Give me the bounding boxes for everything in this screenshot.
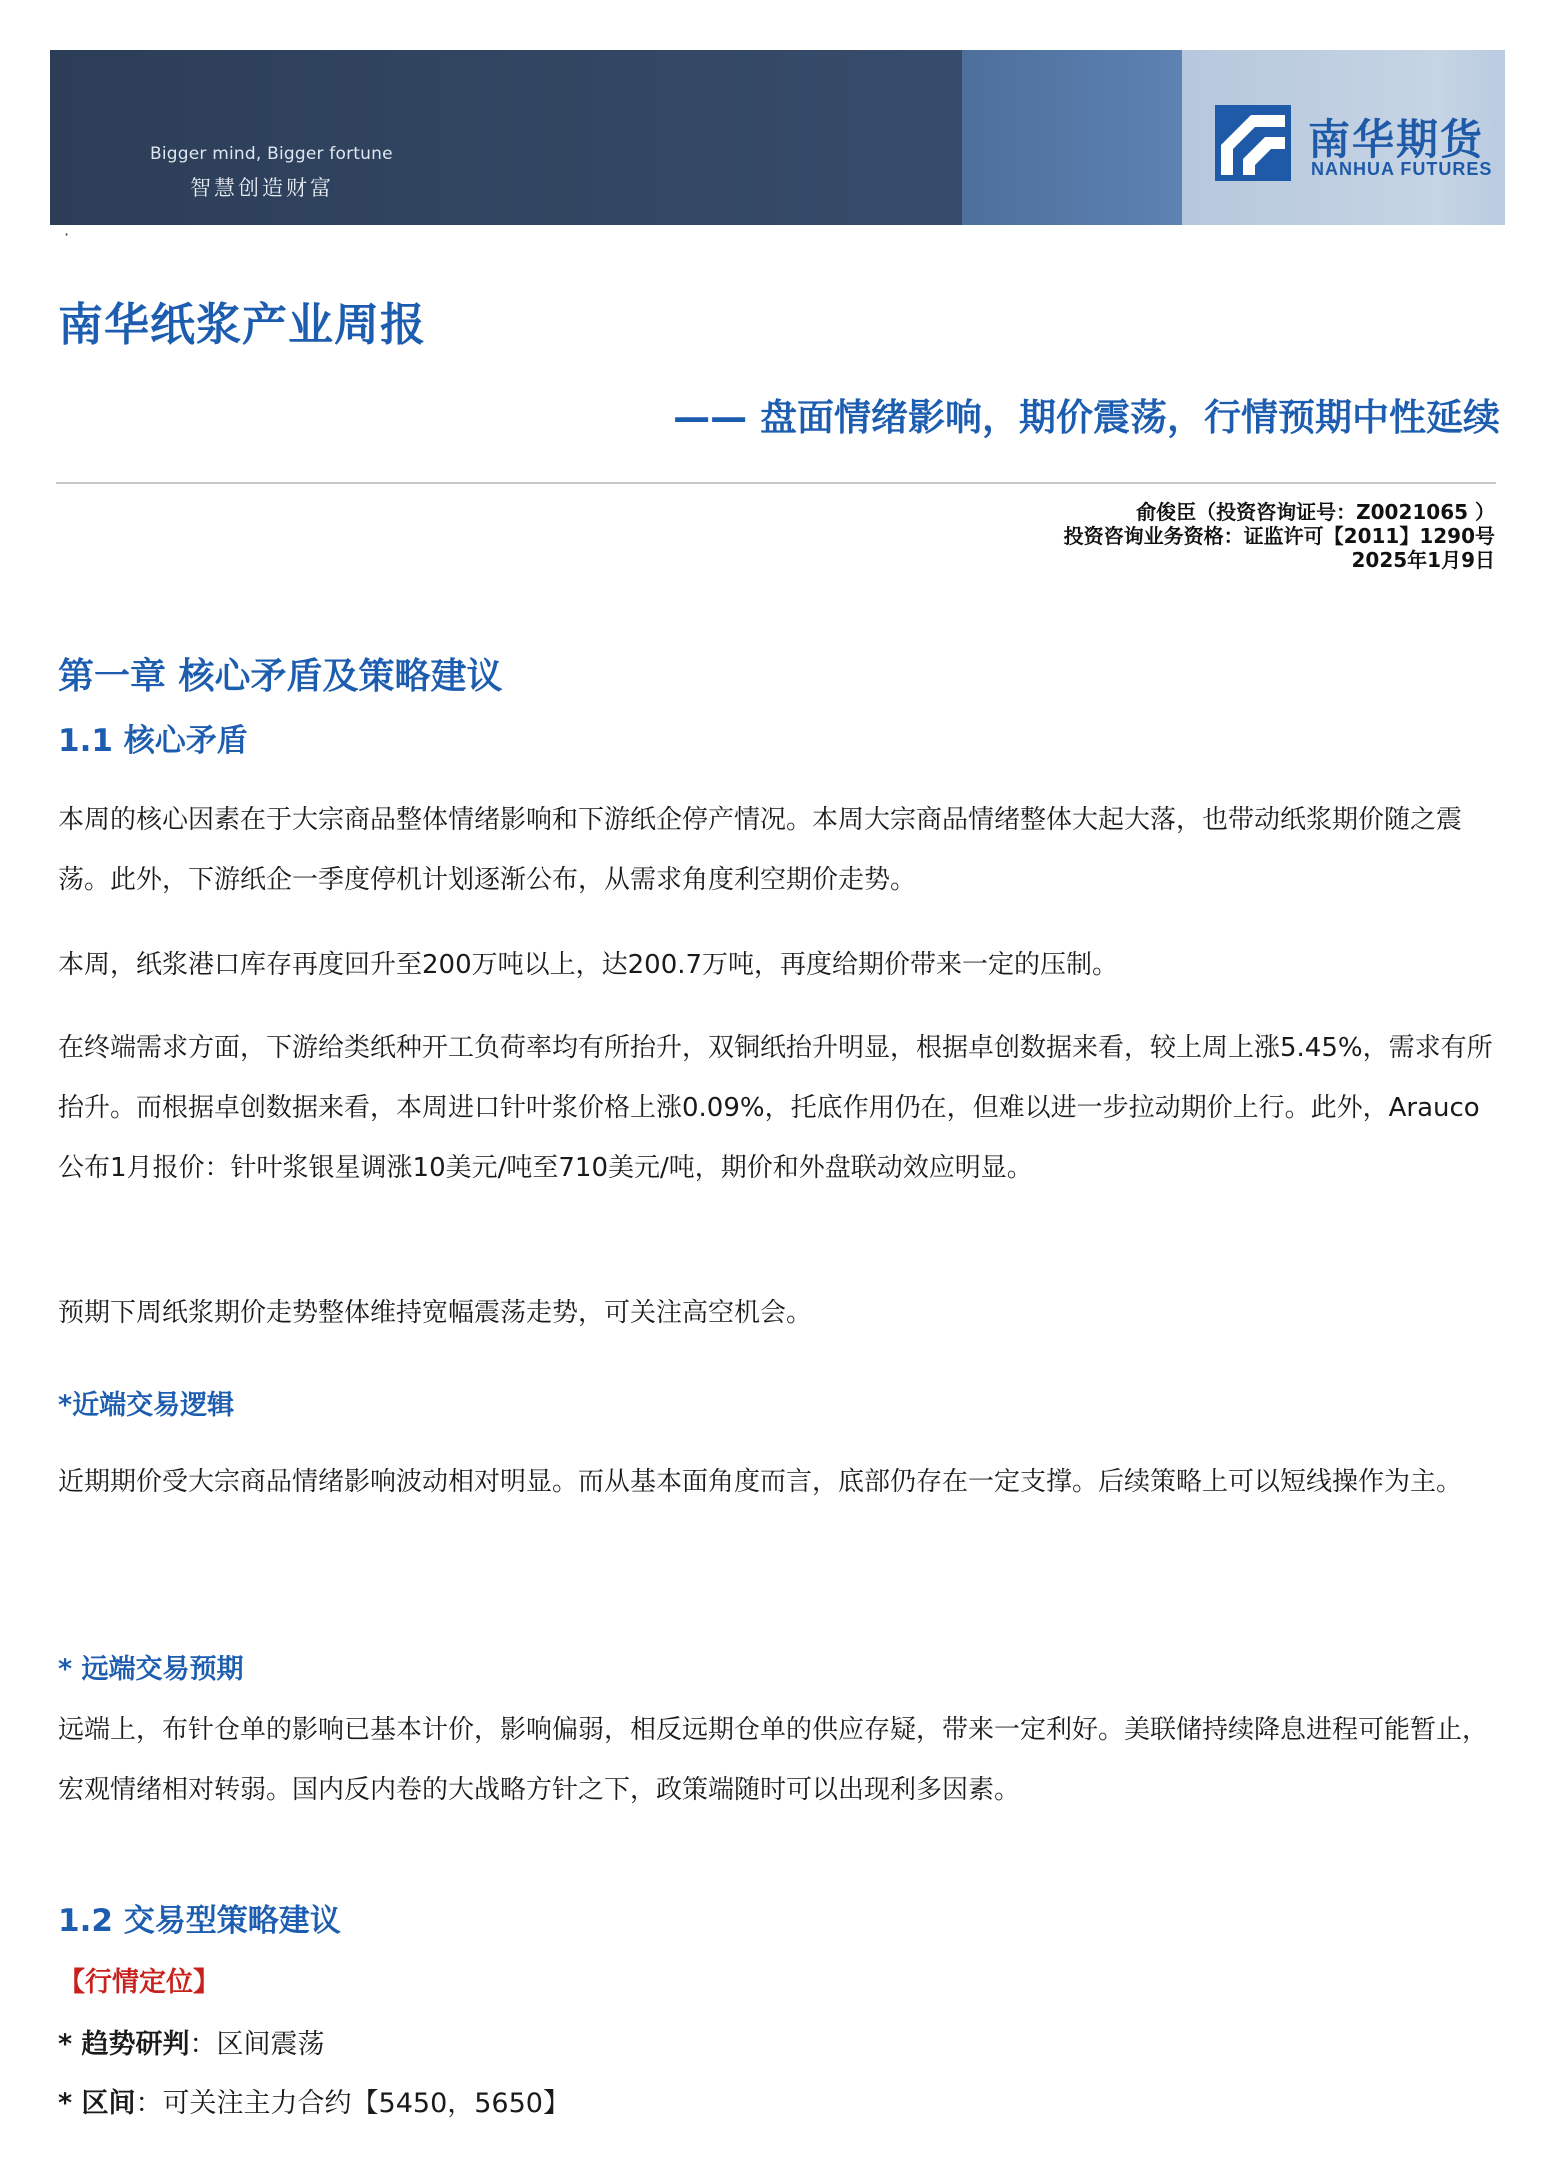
header-banner [50,50,1505,225]
range-value: ：可关注主力合约【5450，5650】 [135,2088,570,2119]
section-title-1-2: 1.2 交易型策略建议 [58,1903,341,1939]
section-title-1-1: 1.1 核心矛盾 [58,723,248,759]
report-title: 南华纸浆产业周报 [58,298,427,351]
paragraph-1: 本周的核心因素在于大宗商品整体情绪影响和下游纸企停产情况。本周大宗商品情绪整体大起大落，也带动纸浆期价随之震荡。此外，下游纸企一季度停机计划逐渐公布，从需求角度利空期价走势。 [58,805,1463,895]
slogan-chinese: 智慧创造财富 [190,176,334,200]
logo-text-chinese: 南华期货 [1308,115,1485,164]
market-position-tag: 【行情定位】 [58,1967,220,1998]
report-subtitle: —— 盘面情绪影响，期价震荡，行情预期中性延续 [673,396,1500,439]
trend-value: ：区间震荡 [189,2029,325,2060]
nanhua-logo-icon [1215,105,1291,181]
slogan-english: Bigger mind, Bigger fortune [150,144,393,164]
near-term-text: 近期期价受大宗商品情绪影响波动相对明显。而从基本面角度而言，底部仍存在一定支撑。后续策略上可以短线操作为主。 [58,1467,1463,1497]
report-meta [1064,500,1495,572]
qualification-line: 投资咨询业务资格：证监许可【2011】1290号 [1063,524,1495,548]
author-line: 俞俊臣（投资咨询证号：Z0021065 ） [1136,500,1495,524]
range-label: * 区间 [58,2088,136,2119]
dot-mark: · [64,225,70,244]
near-term-heading: *近端交易逻辑 [58,1390,235,1421]
far-term-heading: * 远端交易预期 [58,1654,244,1685]
trend-label: * 趋势研判 [58,2029,190,2060]
logo-text-english: NANHUA FUTURES [1311,159,1493,179]
chapter-title: 第一章 核心矛盾及策略建议 [58,656,503,697]
range-item [58,2081,570,2120]
banner-mid-band [962,50,1182,225]
paragraph-2: 本周，纸浆港口库存再度回升至200万吨以上，达200.7万吨，再度给期价带来一定的压制。 [58,950,1119,980]
divider [56,482,1496,484]
trend-item [58,2022,325,2061]
paragraph-3: 在终端需求方面，下游给类纸种开工负荷率均有所抬升，双铜纸抬升明显，根据卓创数据来看，较上周上涨5.45%，需求有所抬升。而根据卓创数据来看，本周进口针叶浆价格上涨0.09%，托底作用仍在，但难以进一步拉动期价上行。此外，Arauco公布1月报价：针叶浆银星调涨10美元/吨至710美元/吨，期价和外盘联动效应明显。 [58,1033,1493,1183]
date-line: 2025年1月9日 [1351,548,1495,572]
paragraph-4: 预期下周纸浆期价走势整体维持宽幅震荡走势，可关注高空机会。 [58,1298,813,1328]
far-term-text: 远端上，布针仓单的影响已基本计价，影响偏弱，相反远期仓单的供应存疑，带来一定利好。美联储持续降息进程可能暂止，宏观情绪相对转弱。国内反内卷的大战略方针之下，政策端随时可以出现利多因素。 [58,1715,1489,1805]
